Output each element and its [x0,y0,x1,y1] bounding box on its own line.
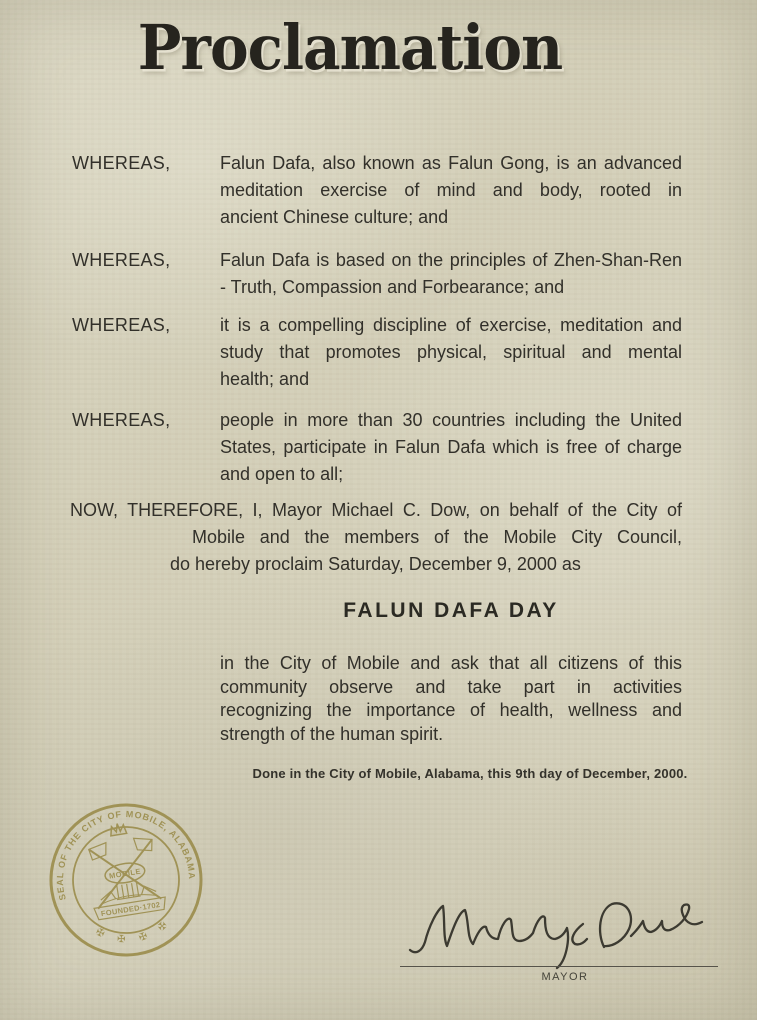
clause-line: - Truth, Compassion and Forbearance; and [220,277,565,297]
mayor-title-label: MAYOR [541,971,589,983]
clause-line: people in more than 30 countries including the United [220,410,682,430]
clause-line: ancient Chinese culture; and [220,207,449,227]
therefore-line: do hereby proclaim Saturday, December 9, 2000 as [170,554,581,574]
document-title: Proclamation [137,11,563,84]
clause-line: Falun Dafa is based on the principles of Zhen-Shan-Ren [220,250,682,270]
attestation-line: Done in the City of Mobile, Alabama, this 9th day of December, 2000. [252,766,688,781]
seal-cross-symbols: ✠ ✠ ✠ ✠ [93,915,175,946]
clause-line: and open to all; [220,464,344,484]
seal-banner-text: FOUNDED·1702 [100,900,161,919]
clause-body [220,312,682,393]
clause-line: it is a compelling discipline of exercise, meditation and [220,315,682,335]
mayor-signature [398,884,718,974]
clause-line: meditation exercise of mind and body, rooted in [220,180,682,200]
clause-body [220,247,682,301]
closing-line: recognizing the importance of health, wellness and [220,700,682,720]
clause-line: study that promotes physical, spiritual and mental [220,342,682,362]
clause-body [220,150,682,231]
clause-body [220,407,682,488]
closing-line: strength of the human spirit. [220,723,444,744]
city-seal [34,788,217,971]
clause-line: Falun Dafa, also known as Falun Gong, is an advanced [220,153,682,173]
therefore-line: NOW, THEREFORE, I, Mayor Michael C. Dow, on behalf of the City of [70,500,682,520]
clause-line: States, participate in Falun Dafa which is free of charge [220,437,682,457]
seal-center-text: MOBILE [108,866,142,881]
seal-ring-text: SEAL OF THE CITY OF MOBILE, ALABAMA [54,809,198,902]
proclaimed-day-title: FALUN DAFA DAY [343,599,559,622]
closing-line: community observe and take part in activities [220,676,682,697]
whereas-label: WHEREAS, [72,250,171,270]
whereas-label: WHEREAS, [72,410,171,430]
clause-line: health; and [220,369,310,389]
whereas-label: WHEREAS, [72,153,171,173]
therefore-line: Mobile and the members of the Mobile City Council, [192,527,682,547]
closing-paragraph [220,652,682,746]
closing-line: in the City of Mobile and ask that all citizens of this [220,653,682,673]
signature-line [400,966,718,967]
whereas-label: WHEREAS, [72,315,171,335]
